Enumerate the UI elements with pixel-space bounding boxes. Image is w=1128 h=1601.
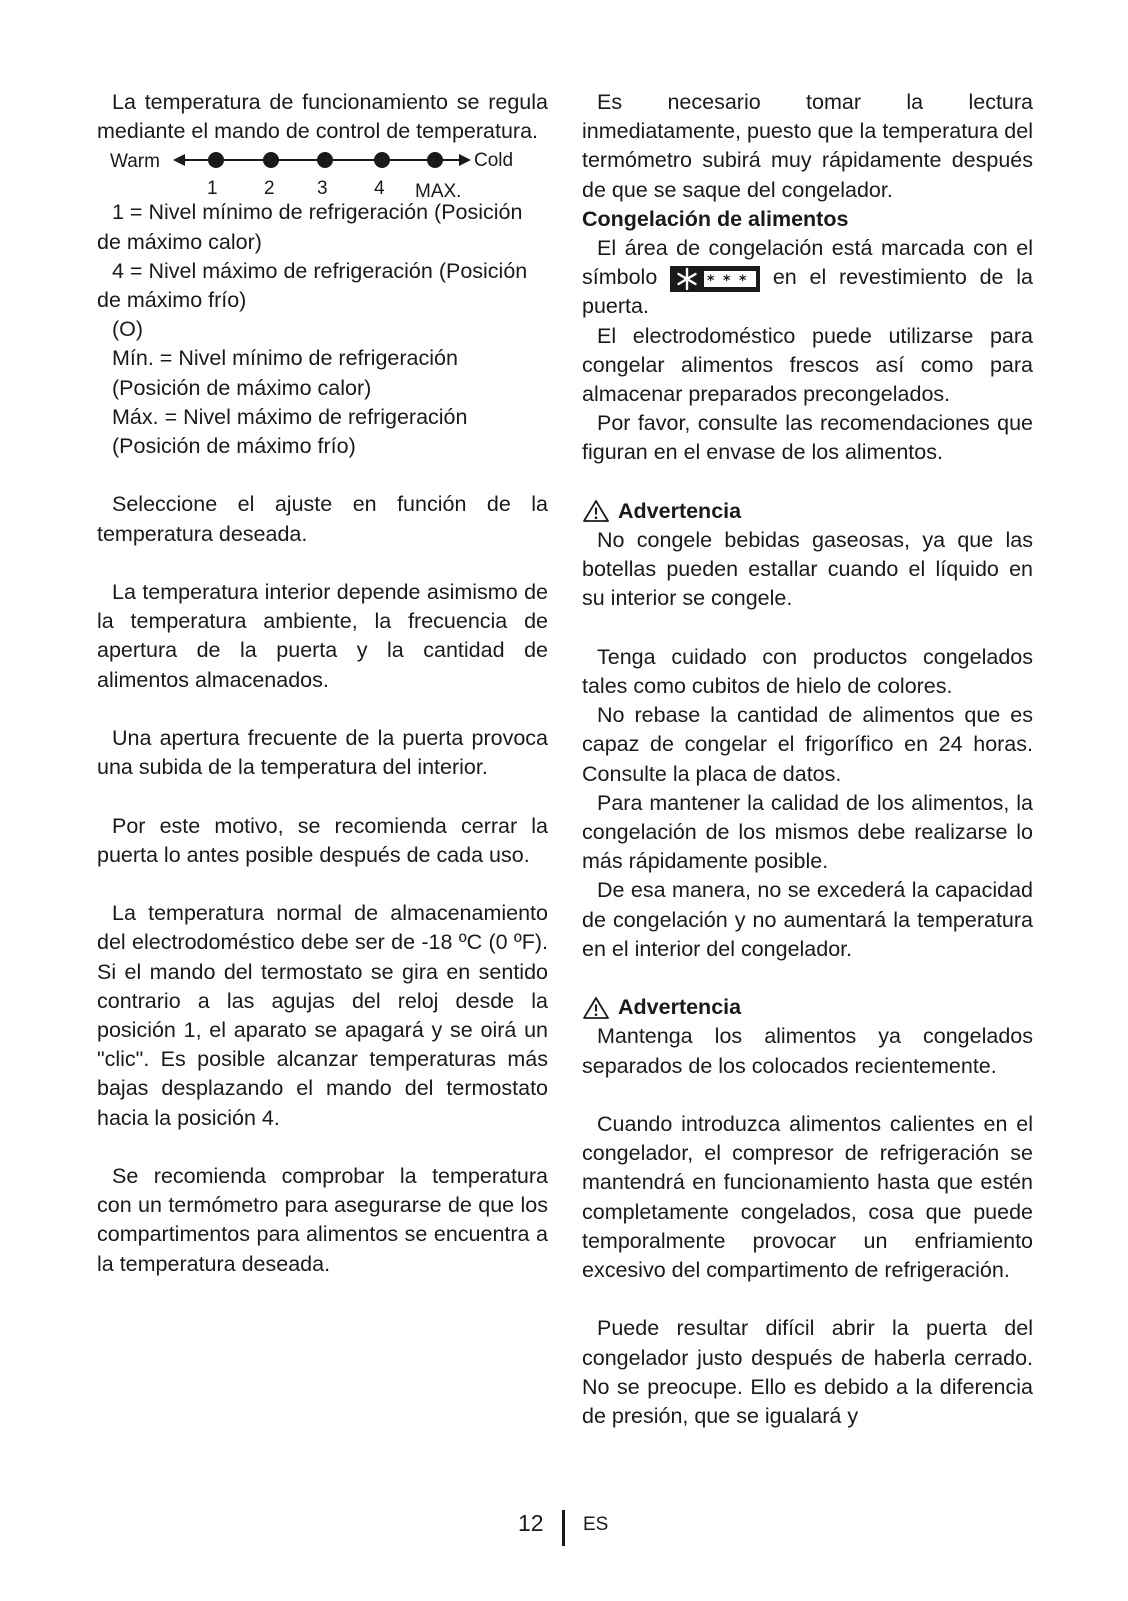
- scale-tick-1: 1: [207, 178, 218, 200]
- temperature-scale-diagram: [97, 148, 548, 203]
- door-paragraph: Puede resultar difícil abrir la puerta del congelador justo después de haberla cerrado. No se preocupe. Ello es debido a la diferencia de presión, que se igualará y: [582, 1316, 1033, 1429]
- svg-text:*: *: [739, 272, 747, 289]
- right-column: [582, 88, 1033, 1431]
- area-text-start: El área de congelación está marcada con el símbolo: [582, 236, 1033, 290]
- hot-food-paragraph: Cuando introduzca alimentos calientes en el congelador, el compresor de refrigeración se mantendrá en funcionamiento hasta que estén completamente congelados, cosa que puede temporalmente provocar un enfriamiento excesivo del compartimento de refrigeración.: [582, 1112, 1033, 1283]
- manner-paragraph: De esa manera, no se excederá la capacidad de congelación y no aumentará la temperatura en el interior del congelador.: [582, 878, 1033, 961]
- left-column: [97, 88, 548, 1279]
- warning-heading-1: [582, 497, 1033, 526]
- separate-paragraph: Mantenga los alimentos ya congelados separados de los colocados recientemente.: [582, 1024, 1033, 1078]
- warning-title-2: Advertencia: [618, 995, 742, 1020]
- scale-cold-label: Cold: [474, 150, 514, 172]
- reading-paragraph: Es necesario tomar la lectura inmediatamente, puesto que la temperatura del termómetro subirá muy rápidamente después de que se saque del congelador.: [582, 90, 1033, 202]
- scale-tick-4: 4: [374, 178, 385, 200]
- level-1-text: 1 = Nivel mínimo de refrigeración (Posición de máximo calor): [97, 200, 523, 254]
- page-footer: [0, 1510, 1128, 1550]
- warning-heading-2: [582, 993, 1033, 1022]
- scale-arrow: [173, 148, 473, 172]
- svg-text:*: *: [707, 272, 715, 289]
- capacity-paragraph: No rebase la cantidad de alimentos que es capaz de congelar el frigorífico en 24 horas. Consulte la placa de datos.: [582, 703, 1033, 786]
- appliance-paragraph: El electrodoméstico puede utilizarse para congelar alimentos frescos así como para almacenar preparados precongelados.: [582, 323, 1033, 407]
- four-star-freezer-icon: [670, 266, 760, 292]
- scale-warm-label: Warm: [110, 151, 160, 173]
- min-text: Mín. = Nivel mínimo de refrigeración (Posición de máximo calor): [112, 346, 458, 400]
- normal-temperature-paragraph: La temperatura normal de almacenamiento del electrodoméstico debe ser de -18 ºC (0 ºF). Si el mando del termostato se gira en sentido contrario a las agujas del reloj desde la posición 1, el aparato se apagará y se oirá un "clic". Es posible alcanzar temperaturas más bajas desplazando el mando del termostato hacia la posición 4.: [97, 901, 548, 1130]
- warning-triangle-icon: [582, 996, 610, 1020]
- freezing-heading: Congelación de alimentos: [582, 206, 849, 231]
- select-paragraph: Seleccione el ajuste en función de la temperatura deseada.: [97, 492, 548, 546]
- interior-paragraph: La temperatura interior depende asimismo de la temperatura ambiente, la frecuencia de apertura de la puerta y la cantidad de alimentos almacenados.: [97, 580, 548, 692]
- scale-tick-2: 2: [264, 178, 275, 200]
- scale-tick-3: 3: [317, 178, 328, 200]
- warning-title-1: Advertencia: [618, 498, 742, 523]
- intro-paragraph: La temperatura de funcionamiento se regula mediante el mando de control de temperatura.: [97, 90, 548, 144]
- page-number: 12: [518, 1510, 544, 1536]
- scale-tick-max: MAX.: [415, 181, 462, 203]
- level-4-text: 4 = Nivel máximo de refrigeración (Posición de máximo frío): [97, 258, 528, 313]
- or-text: (O): [112, 317, 144, 342]
- care-paragraph: Tenga cuidado con productos congelados tales como cubitos de hielo de colores.: [582, 644, 1033, 699]
- opening-paragraph: Una apertura frecuente de la puerta provoca una subida de la temperatura del interior.: [97, 726, 548, 780]
- reason-paragraph: Por este motivo, se recomienda cerrar la puerta lo antes posible después de cada uso.: [97, 813, 548, 867]
- area-paragraph: [582, 234, 1033, 322]
- language-code: ES: [583, 1514, 609, 1535]
- max-text: Máx. = Nivel máximo de refrigeración (Posición de máximo frío): [112, 404, 468, 459]
- svg-text:*: *: [723, 272, 731, 289]
- drinks-paragraph: No congele bebidas gaseosas, ya que las botellas pueden estallar cuando el líquido en su interior se congele.: [582, 528, 1033, 611]
- please-paragraph: Por favor, consulte las recomendaciones que figuran en el envase de los alimentos.: [582, 411, 1033, 465]
- area-text-end: en el revestimiento de la puerta.: [582, 265, 1033, 319]
- quality-paragraph: Para mantener la calidad de los alimentos, la congelación de los mismos debe realizarse lo más rápidamente posible.: [582, 790, 1033, 874]
- thermometer-paragraph: Se recomienda comprobar la temperatura con un termómetro para asegurarse de que los compartimentos para alimentos se encuentra a la temperatura deseada.: [97, 1164, 548, 1276]
- footer-divider: [562, 1510, 565, 1546]
- warning-triangle-icon: [582, 499, 610, 523]
